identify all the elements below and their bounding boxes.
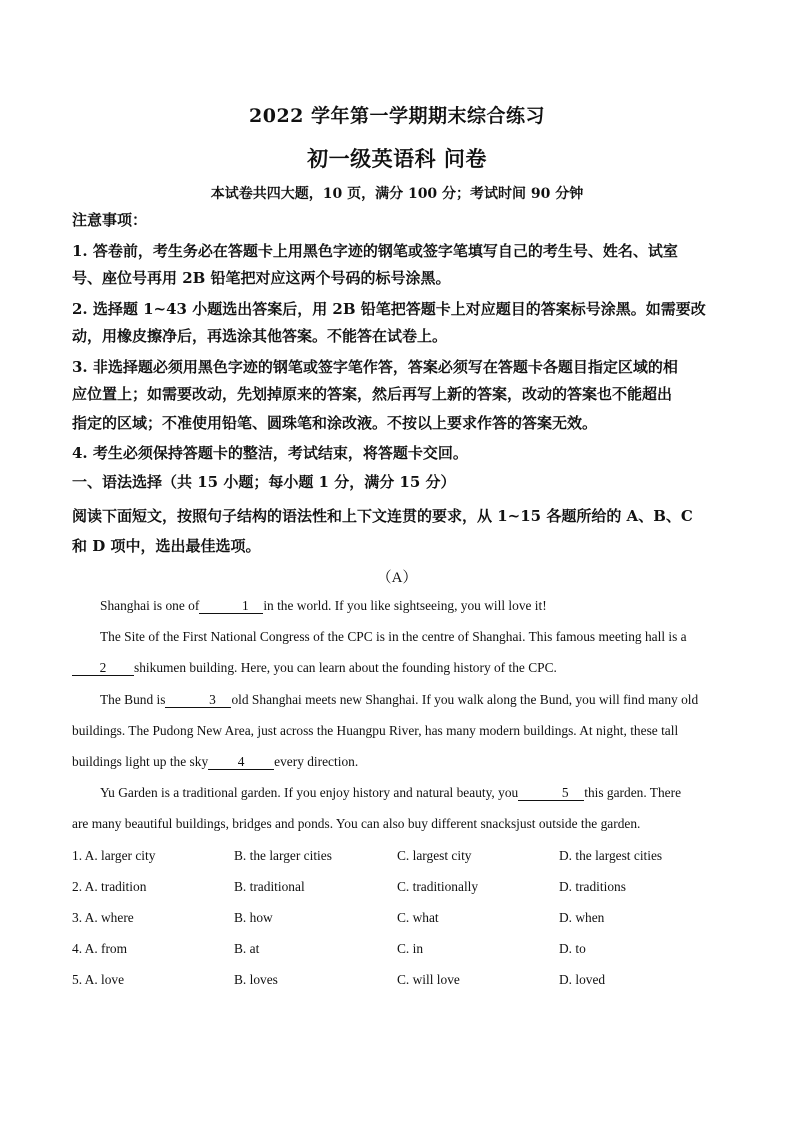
passage-paragraph-2-line-2 — [72, 652, 722, 683]
section-1-instruction-line-1: 阅读下面短文，按照句子结构的语法性和上下文连贯的要求，从 1~15 各题所给的 A、B、C — [72, 507, 693, 525]
option-5a: 5. A. love — [72, 972, 125, 987]
passage-text: every direction. — [274, 754, 359, 769]
passage-paragraph-3-line-1 — [72, 684, 722, 715]
blank-4: 4 — [208, 754, 274, 770]
option-4a: 4. A. from — [72, 941, 128, 956]
passage-text: in the world. If you like sightseeing, you will love it! — [263, 598, 547, 613]
note-1-line-2: 号、座位号再用 2B 铅笔把对应这两个号码的标号涂黑。 — [72, 269, 451, 287]
passage-paragraph-4-line-1 — [72, 777, 722, 808]
note-2-line-2: 动，用橡皮擦净后，再选涂其他答案。不能答在试卷上。 — [72, 327, 448, 345]
passage-paragraph-2-line-1: The Site of the First National Congress of the CPC is in the centre of Shanghai. This famous meeting hall is a — [100, 629, 687, 644]
question-2-options — [72, 879, 732, 899]
passage-text: this garden. There — [584, 785, 682, 800]
option-3a: 3. A. where — [72, 910, 134, 925]
passage-text: The Bund is — [100, 692, 166, 707]
exam-info: 本试卷共四大题，10 页，满分 100 分；考试时间 90 分钟 — [210, 186, 584, 202]
option-4b: B. at — [234, 941, 260, 956]
section-1-heading: 一、语法选择（共 15 小题；每小题 1 分，满分 15 分） — [72, 473, 456, 491]
passage-label: （A） — [376, 570, 418, 586]
option-1b: B. the larger cities — [234, 848, 332, 863]
option-5c: C. will love — [397, 972, 460, 987]
option-5d: D. loved — [559, 972, 606, 987]
passage-paragraph-3-line-2: buildings. The Pudong New Area, just across the Huangpu River, has many modern buildings. At night, these tall — [72, 723, 679, 738]
option-2d: D. traditions — [559, 879, 626, 894]
option-2b: B. traditional — [234, 879, 305, 894]
note-3-line-2: 应位置上；如需要改动，先划掉原来的答案，然后再写上新的答案，改动的答案也不能超出 — [72, 385, 673, 403]
option-3d: D. when — [559, 910, 605, 925]
option-3b: B. how — [234, 910, 273, 925]
passage-text: Shanghai is one of — [100, 598, 200, 613]
option-1d: D. the largest cities — [559, 848, 663, 863]
passage-text: buildings light up the sky — [72, 754, 209, 769]
note-3-line-1: 3. 非选择题必须用黑色字迹的钢笔或签字笔作答，答案必须写在答题卡各题目指定区域的相 — [72, 358, 678, 376]
exam-subject-title: 初一级英语科 问卷 — [307, 146, 487, 171]
passage-text: old Shanghai meets new Shanghai. If you walk along the Bund, you will find many old — [231, 692, 699, 707]
passage-paragraph-4-line-2: are many beautiful buildings, bridges and ponds. You can also buy different snacksjust outside the garden. — [72, 816, 641, 831]
blank-2: 2 — [72, 660, 134, 676]
option-4c: C. in — [397, 941, 424, 956]
note-2-line-1: 2. 选择题 1~43 小题选出答案后，用 2B 铅笔把答题卡上对应题目的答案标号涂黑。如需要改 — [72, 300, 706, 318]
exam-title: 2022 学年第一学期期末综合练习 — [249, 105, 545, 127]
option-3c: C. what — [397, 910, 439, 925]
passage-paragraph-3-line-3 — [72, 746, 722, 777]
option-1c: C. largest city — [397, 848, 472, 863]
blank-5: 5 — [518, 785, 584, 801]
question-3-options — [72, 910, 732, 930]
option-5b: B. loves — [234, 972, 278, 987]
option-4d: D. to — [559, 941, 586, 956]
blank-1: 1 — [199, 598, 263, 614]
passage-text: Yu Garden is a traditional garden. If you enjoy history and natural beauty, you — [100, 785, 519, 800]
option-2a: 2. A. tradition — [72, 879, 147, 894]
option-2c: C. traditionally — [397, 879, 479, 894]
blank-3: 3 — [165, 692, 231, 708]
note-3-line-3: 指定的区域；不准使用铅笔、圆珠笔和涂改液。不按以上要求作答的答案无效。 — [72, 414, 598, 432]
section-1-instruction-line-2: 和 D 项中，选出最佳选项。 — [72, 537, 261, 555]
question-4-options — [72, 941, 732, 961]
passage-text: shikumen building. Here, you can learn about the founding history of the CPC. — [134, 660, 557, 675]
question-1-options — [72, 848, 732, 868]
note-4: 4. 考生必须保持答题卡的整洁，考试结束，将答题卡交回。 — [72, 444, 468, 462]
question-5-options — [72, 972, 732, 992]
note-1-line-1: 1. 答卷前，考生务必在答题卡上用黑色字迹的钢笔或签字笔填写自己的考生号、姓名、试室 — [72, 242, 678, 260]
option-1a: 1. A. larger city — [72, 848, 156, 863]
notes-heading: 注意事项： — [72, 211, 148, 229]
passage-paragraph-1 — [72, 590, 722, 621]
